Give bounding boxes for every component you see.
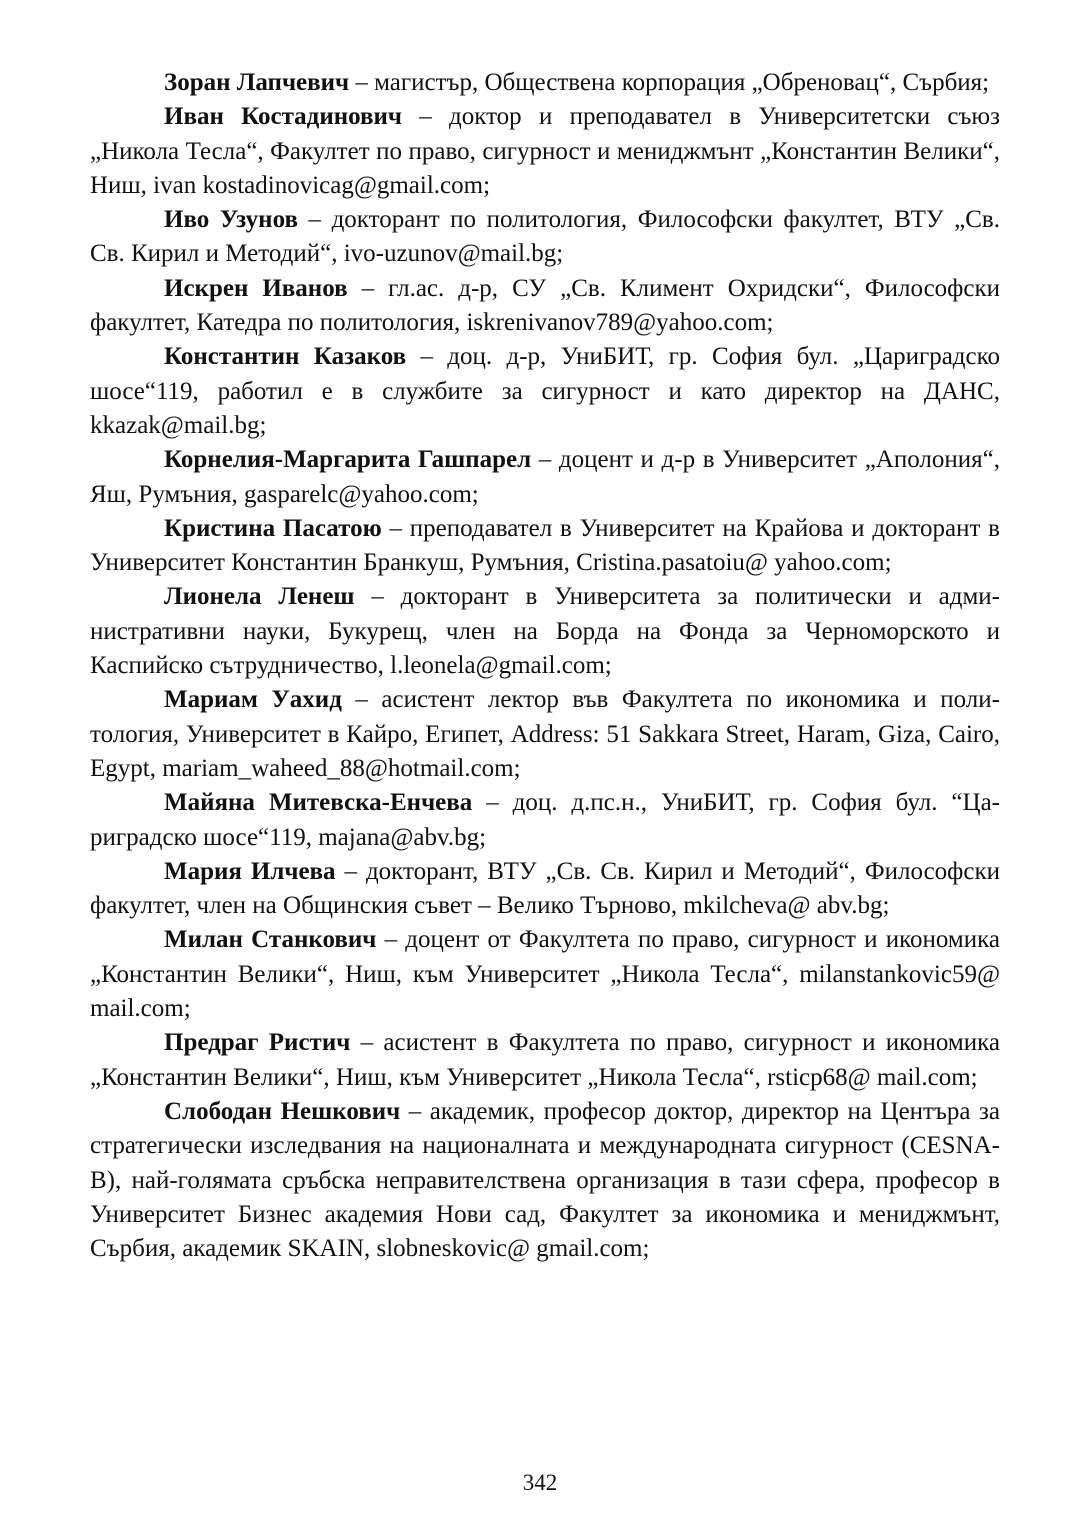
contributor-name: Зоран Лапчевич [164,69,350,96]
contributor-name: Иван Костадинович [164,103,403,131]
contributor-details: – докторант, ВТУ „Св. Св. Кирил и Методий“, Философски факултет, член на Общинския съвет – Велико Търново, mkilcheva@ abv.bg; [90,857,1000,920]
contributor-details: – доктор и преподавател в Университетски съюз „Никола Тесла“, Факултет по право, сигурност и мениджмънт „Константин Велики“, Ниш, ivan kostadinovicag@gmail.com; [90,103,1000,199]
contributor-details: – доцент от Факултета по право, сигурност и икономика „Константин Велики“, Ниш, към Университет „Никола Тесла“, milanstankovic59@ mail.com; [90,926,1000,1023]
contributor-name: Иво Узунов [164,206,298,234]
contributor-details: – преподавател в Университет на Крайова и докторант в Университет Константин Бранкуш, Румъния, Cristina.pasatoiu@ yahoo.com; [90,514,1000,577]
contributor-name: Милан Станкович [164,926,377,954]
contributor-entry [90,66,1000,100]
contributor-entry [90,340,1000,443]
contributor-name: Предраг Ристич [164,1029,351,1057]
contributor-entry [90,100,1000,203]
contributor-details: – доцент и д-р в Университет „Аполония“, Яш, Румъния, gasparelc@yahoo.com; [90,446,1000,508]
contributor-name: Кристина Пасатою [164,514,382,542]
contributors-list [90,66,1000,1266]
contributor-name: Корнелия-Маргарита Гашпарел [164,446,532,474]
contributor-entry [90,1026,1000,1095]
contributor-name: Слободан Нешкович [164,1097,401,1125]
contributor-entry [90,923,1000,1026]
contributor-details: – доц. д.пс.н., УниБИТ, гр. София бул. “Цариградско шосе“119, majana@abv.bg; [90,789,1000,851]
contributor-details: – асистент в Факултета по право, сигурност и икономика „Константин Велики“, Ниш, към Университет „Никола Тесла“, rsticp68@ mail.com; [90,1029,1000,1091]
contributor-details: – доц. д-р, УниБИТ, гр. София бул. „Цариградско шосе“119, работил е в службите за сигурност и като директор на ДАНС, kkazak@mail.bg; [90,343,1000,439]
contributor-entry [90,512,1000,581]
contributor-name: Лионела Ленеш [164,583,355,611]
contributor-details: – докторант по политология, Философски факултет, ВТУ „Св. Св. Кирил и Методий“, ivo-uzunov@mail.bg; [90,206,1000,268]
page-number: 342 [522,1470,558,1495]
contributor-name: Искрен Иванов [164,274,348,302]
contributor-details: – гл.ас. д-р, СУ „Св. Климент Охридски“, Философски факултет, Катедра по политология, iskrenivanov789@yahoo.com; [90,274,1000,337]
contributor-name: Мария Илчева [164,857,336,885]
contributor-name: Майяна Митевска-Енчева [164,789,473,817]
contributor-details: – докторант в Университета за политически и административни науки, Букурещ, член на Борда на Фонда за Черноморското и Каспийско сътрудничество, l.leonela@gmail.com; [90,583,1000,680]
contributor-name: Мариам Уахид [164,686,342,714]
contributor-details: – асистент лектор във Факултета по икономика и политология, Университет в Кайро, Египет, Address: 51 Sakkara Street, Haram, Giza, Cairo, Egypt, mariam_waheed_88@hotmail.com; [90,686,1000,782]
contributor-entry [90,272,1000,341]
contributor-name: Константин Казаков [164,343,407,371]
contributor-entry [90,855,1000,924]
contributor-entry [90,443,1000,512]
contributor-details: – академик, професор доктор, директор на Центъра за стратегически изследвания на националната и международната сигурност (CESNA-B), най-голямата сръбска неправителствена организация в тази сфера, професор в Университет Бизнес академия Нови сад, Факултет за икономика и мениджмънт, Сърбия, академик SKAIN, slobneskovic@ gmail.com; [90,1097,1000,1263]
contributor-entry [90,1095,1000,1266]
contributor-entry [90,580,1000,683]
contributor-entry [90,683,1000,786]
contributor-entry [90,786,1000,855]
contributor-details: – магистър, Обществена корпорация „Обреновац“, Сърбия; [349,69,990,96]
contributor-entry [90,203,1000,272]
